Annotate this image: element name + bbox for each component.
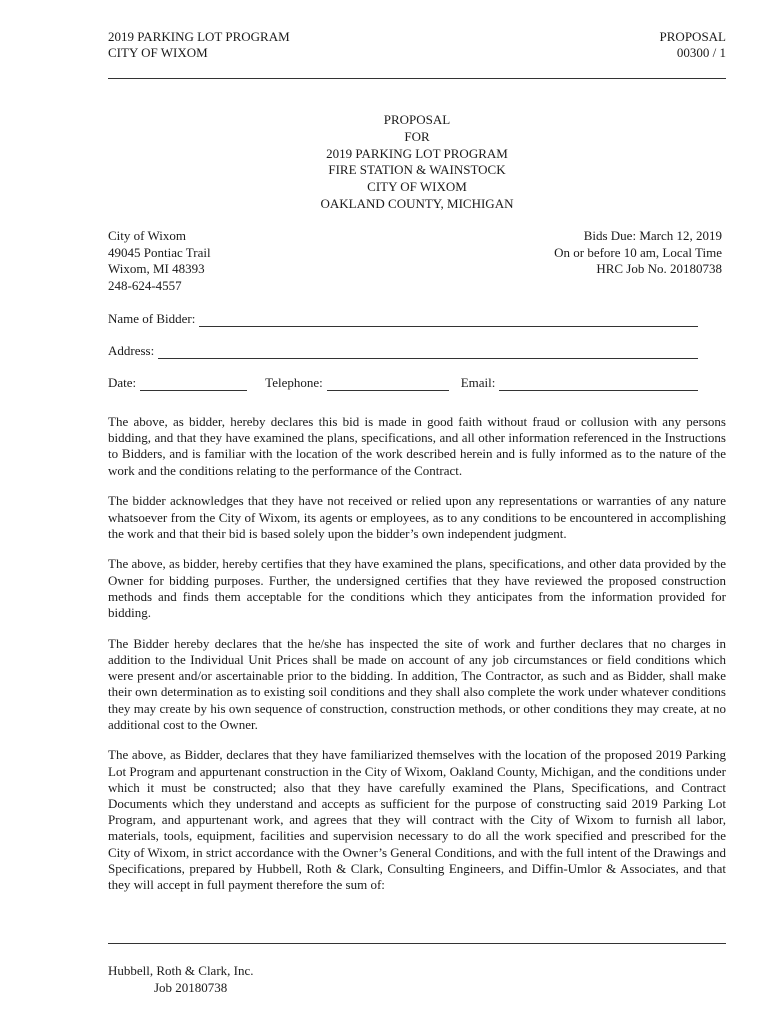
address-field[interactable] (158, 346, 698, 359)
owner-street: 49045 Pontiac Trail (108, 244, 211, 260)
telephone-field[interactable] (327, 378, 449, 391)
title-line: 2019 PARKING LOT PROGRAM (326, 145, 508, 161)
document-title (108, 112, 726, 213)
bidder-name-row (108, 311, 698, 327)
footer-divider (108, 943, 726, 944)
hrc-job-number: HRC Job No. 20180738 (596, 261, 722, 276)
paragraph: The Bidder hereby declares that the he/she has inspected the site of work and further declares that no charges in addition to the Individual Unit Prices shall be made on account of any job circumstances or field conditions which were present and/or ascertainable prior to the bidding. In addition, The Contractor, as such and as Bidder, shall make their own determination as to existing soil conditions and they shall also complete the work under whatever conditions they may create by his own sequence of construction, construction methods, or other conditions they may create, at no additional cost to the Owner. (108, 635, 726, 732)
owner-city: Wixom, MI 48393 (108, 261, 205, 276)
header-right (660, 29, 726, 61)
address-label: Address: (108, 343, 155, 358)
email-label: Email: (460, 375, 496, 390)
header-section-title: PROPOSAL (659, 29, 726, 44)
contact-row (108, 375, 698, 391)
header-left (108, 29, 290, 61)
telephone-label: Telephone: (265, 375, 323, 390)
email-field[interactable] (499, 378, 698, 391)
bidder-name-label: Name of Bidder: (108, 311, 196, 326)
bidder-name-field[interactable] (199, 314, 698, 327)
title-line: FOR (404, 128, 430, 144)
owner-address (108, 228, 211, 294)
title-line: PROPOSAL (383, 112, 451, 127)
header-city: CITY OF WIXOM (108, 45, 208, 60)
proposal-body (108, 414, 726, 908)
bid-info (554, 228, 722, 278)
bids-due: Bids Due: March 12, 2019 (583, 228, 722, 243)
header-divider (108, 78, 726, 79)
footer-job: Job 20180738 (154, 979, 228, 995)
address-row (108, 343, 698, 359)
paragraph: The above, as Bidder, declares that they have familiarized themselves with the location of the proposed 2019 Parking Lot Program and appurtenant construction in the City of Wixom, Oakland County, Michigan, and the conditions under which it must be constructed; also that they have carefully examined the Plans, Specifications, and Contract Documents which they understand and accepts as sufficient for the purpose of constructing said 2019 Parking Lot Program, and appurtenant work, and agrees that they will contract with the City of Wixom to furnish all labor, materials, tools, equipment, facilities and supervision necessary to do all the work specified and prescribed for the City of Wixom, in strict accordance with the Owner’s General Conditions, and with the full intent of the Drawings and Specifications, prepared by Hubbell, Roth & Clark, Consulting Engineers, and Diffin-Umlor & Associates, and that they will accept in full payment therefore the sum of: (108, 747, 726, 893)
title-line: CITY OF WIXOM (367, 179, 467, 195)
paragraph: The above, as bidder, hereby certifies that they have examined the plans, specifications, and other data provided by the Owner for bidding purposes. Further, the undersigned certifies that they have reviewed the proposed construction methods and finds them acceptable for the conditions which they anticipates from the information provided for bidding. (108, 556, 726, 621)
date-field[interactable] (140, 378, 247, 391)
footer (108, 963, 254, 996)
title-line: FIRE STATION & WAINSTOCK (328, 162, 506, 178)
header-program: 2019 PARKING LOT PROGRAM (108, 29, 290, 44)
header-page-number: 00300 / 1 (676, 45, 726, 60)
bid-time: On or before 10 am, Local Time (554, 244, 722, 260)
owner-name: City of Wixom (108, 228, 186, 243)
date-label: Date: (108, 375, 137, 390)
paragraph: The above, as bidder, hereby declares this bid is made in good faith without fraud or collusion with any persons bidding, and that they have examined the plans, specifications, and all other information referenced in the Instructions to Bidders, and is familiar with the location of the work described herein and is fully informed as to the nature of the work and the conditions relating to the performance of the Contract. (108, 414, 726, 478)
owner-phone: 248-624-4557 (108, 277, 182, 293)
paragraph: The bidder acknowledges that they have not received or relied upon any representations or warranties of any nature whatsoever from the City of Wixom, its agents or employees, as to any conditions to be encountered in accomplishing the work and that their bid is based solely upon the bidder’s own independent judgment. (108, 493, 726, 541)
footer-firm: Hubbell, Roth & Clark, Inc. (108, 963, 254, 978)
title-line: OAKLAND COUNTY, MICHIGAN (320, 195, 514, 211)
